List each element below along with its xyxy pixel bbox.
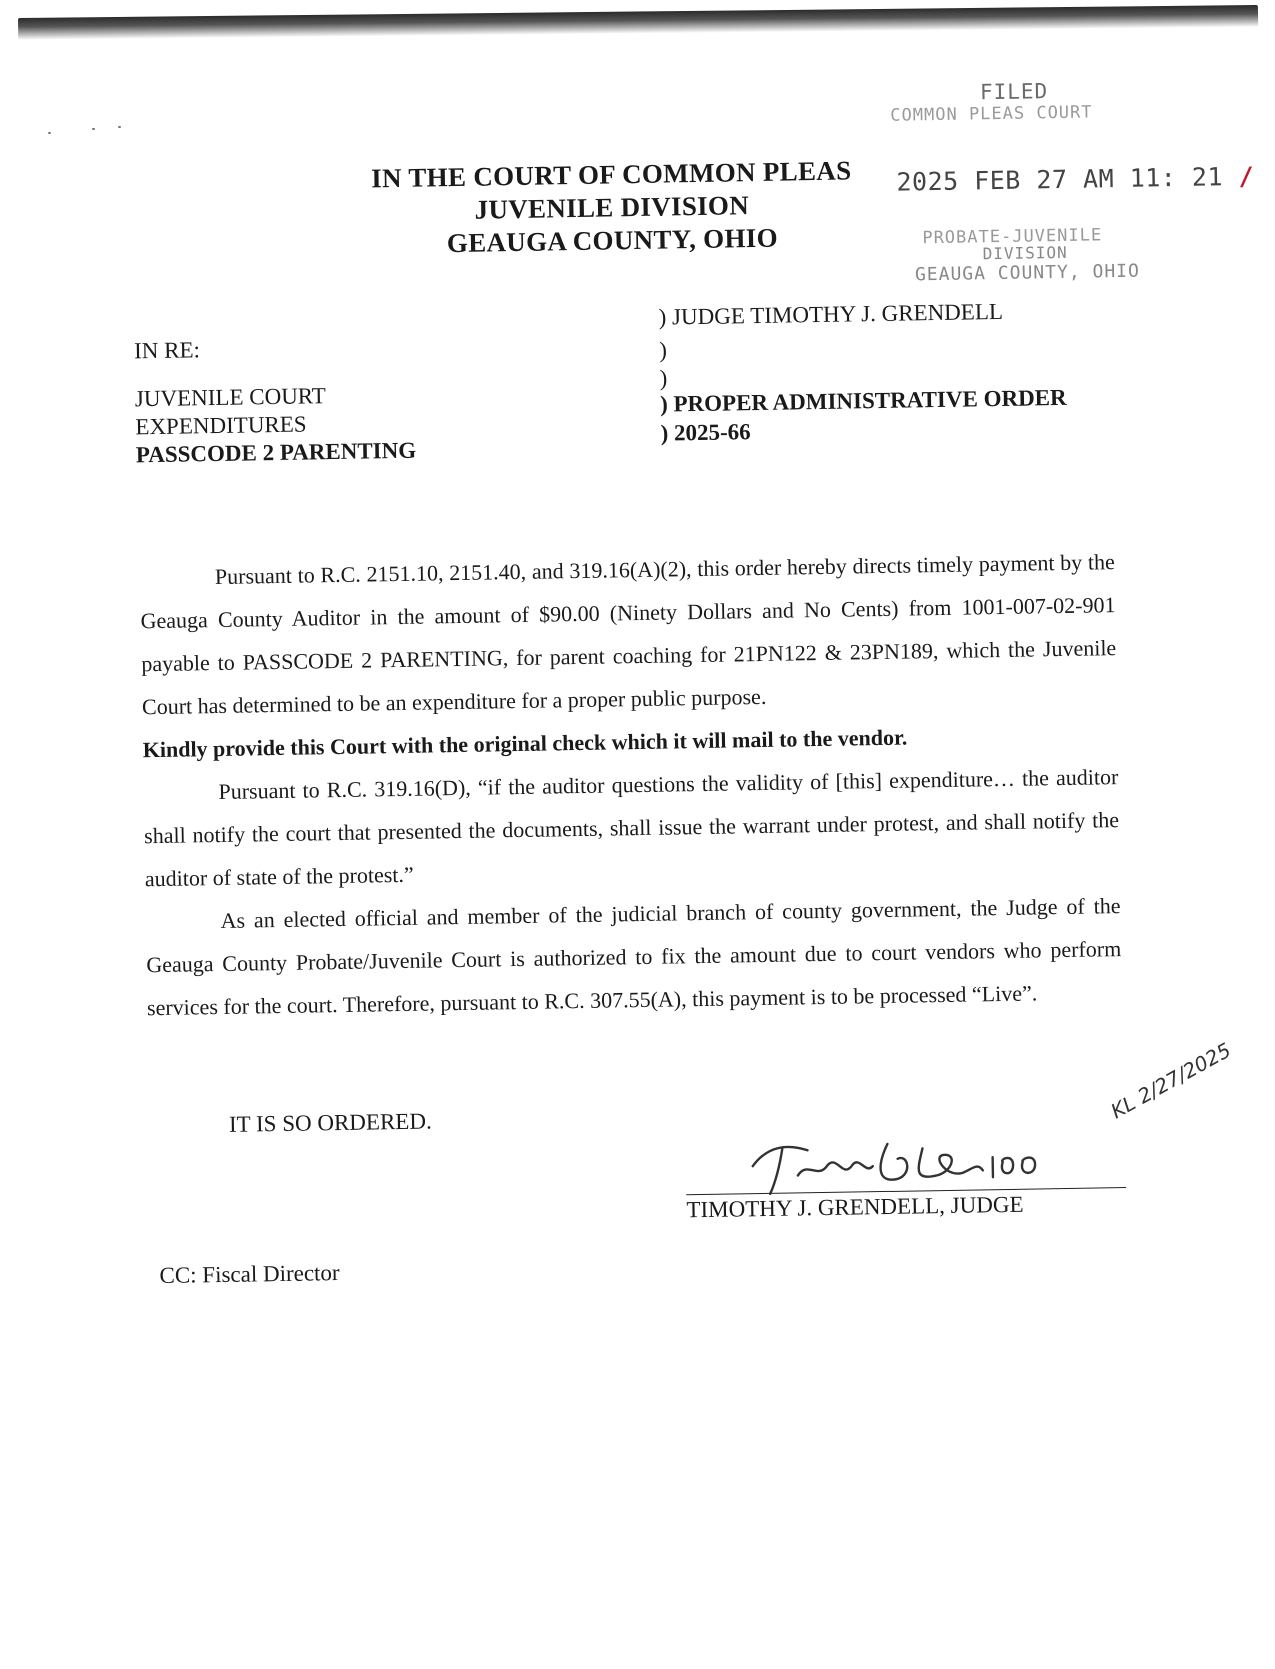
so-ordered: IT IS SO ORDERED. — [228, 1108, 432, 1137]
filed-stamp-date-text: 2025 FEB 27 AM 11: 21 — [896, 162, 1224, 197]
caption-subject-1: JUVENILE COURT — [134, 383, 327, 412]
caption-subject-3: PASSCODE 2 PARENTING — [135, 437, 417, 468]
caption-judge: ) JUDGE TIMOTHY J. GRENDELL — [658, 298, 1004, 330]
order-title: ) PROPER ADMINISTRATIVE ORDER — [659, 384, 1067, 417]
handwritten-initials-date: KL 2/27/2025 — [1106, 1037, 1235, 1124]
paragraph-payment-directive: Pursuant to R.C. 2151.10, 2151.40, and 319.16(A)(2), this order hereby directs timely payment by the Geauga County Auditor in the amount of $90.00 (Ninety Dollars and No Cents) from 1001-007-02-901 payable to PASSCODE 2 PARENTING, for parent coaching for 21PN122 & 23PN189, which the Juvenile Court has determined to be an expenditure for a proper public purpose. — [140, 549, 1117, 720]
order-body — [140, 540, 1123, 1029]
paragraph-judicial-authority: As an elected official and member of the judicial branch of county government, the Judge of the Geauga County Probate/Juvenile Court is authorized to fix the amount due to court vendors who perform services for the court. Therefore, pursuant to R.C. 307.55(A), this payment is to be processed “Live”. — [146, 893, 1122, 1021]
caption-subject-2: EXPENDITURES — [135, 411, 307, 440]
judge-signature — [747, 1131, 1068, 1196]
signer-name: TIMOTHY J. GRENDELL, JUDGE — [686, 1191, 1024, 1223]
cc-line: CC: Fiscal Director — [159, 1260, 340, 1289]
paragraph-check-request: Kindly provide this Court with the original check which it will mail to the vendor. — [142, 724, 908, 763]
caption-paren-1: ) — [658, 337, 668, 363]
paragraph-auditor-protest: Pursuant to R.C. 319.16(D), “if the auditor questions the validity of [this] expenditure… the auditor shall notify the court that presented the documents, shall issue the warrant under protest, and shall notify the auditor of state of the protest.” — [143, 764, 1120, 892]
filed-stamp-division-1: PROBATE-JUVENILE — [922, 225, 1103, 249]
filed-stamp-division-2: DIVISION — [982, 242, 1068, 264]
order-number: ) 2025-66 — [660, 419, 751, 446]
filed-stamp-court: COMMON PLEAS COURT — [890, 102, 1093, 126]
caption-paren-2: ) — [659, 365, 668, 391]
court-heading — [331, 154, 893, 262]
court-heading-line-1: IN THE COURT OF COMMON PLEAS — [370, 155, 852, 194]
red-check-mark: / — [1238, 161, 1255, 192]
filed-stamp-date — [896, 162, 1254, 197]
court-heading-line-3: GEAUGA COUNTY, OHIO — [446, 222, 779, 259]
filed-stamp: FILED — [979, 79, 1049, 105]
caption-in-re: IN RE: — [133, 337, 201, 364]
court-heading-line-2: JUVENILE DIVISION — [474, 190, 750, 225]
filed-stamp-division-3: GEAUGA COUNTY, OHIO — [914, 260, 1141, 286]
